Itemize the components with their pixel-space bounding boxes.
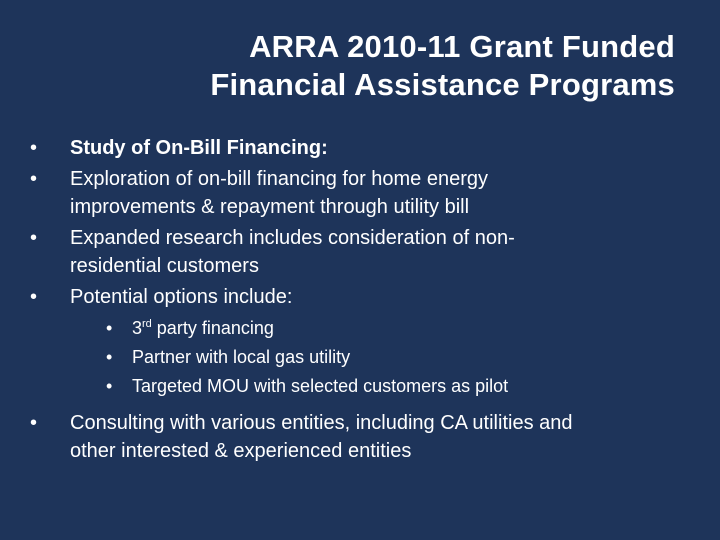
bullet-glyph: •: [30, 286, 38, 308]
bullet-glyph: •: [30, 412, 38, 434]
bullet-text: [70, 134, 700, 162]
bullet-text: [70, 409, 700, 465]
bullet-line: other interested & experienced entities: [70, 440, 412, 462]
bullet-text: [70, 283, 700, 311]
bullet-glyph: •: [106, 376, 113, 396]
bullet-item: [30, 409, 700, 465]
sub-bullet-rest: party financing: [151, 318, 274, 338]
bullet-glyph: •: [30, 137, 38, 159]
title-line-2: Financial Assistance Programs: [210, 67, 675, 102]
bullet-glyph: •: [30, 168, 38, 190]
bullet-glyph: •: [106, 347, 113, 367]
bullet-line: Potential options include:: [70, 286, 293, 308]
bullet-item: [30, 165, 700, 221]
bullet-line: Exploration of on-bill financing for home energy: [70, 168, 489, 190]
bullet-list: [30, 134, 700, 468]
ordinal-suffix: rd: [142, 318, 152, 330]
bullet-item: [30, 224, 700, 280]
bullet-text: [70, 165, 700, 221]
bullet-glyph: •: [106, 318, 113, 338]
bullet-line: residential customers: [70, 255, 259, 277]
sub-bullet-item: [30, 372, 700, 401]
sub-bullet-item: [30, 314, 700, 343]
bullet-text: [70, 224, 700, 280]
sub-bullet-text: Partner with local gas utility: [132, 347, 351, 367]
sub-bullet-text: Targeted MOU with selected customers as pilot: [132, 376, 509, 396]
bullet-item: [30, 283, 700, 311]
slide-title: [55, 28, 675, 104]
bullet-item: [30, 134, 700, 162]
bullet-line: Consulting with various entities, including CA utilities and: [70, 412, 573, 434]
bullet-line: Study of On-Bill Financing:: [70, 137, 328, 159]
sub-bullet-item: [30, 343, 700, 372]
ordinal-number: 3: [132, 318, 143, 338]
title-line-1: ARRA 2010-11 Grant Funded: [249, 29, 675, 64]
sub-bullet-text: [132, 318, 274, 338]
bullet-line: Expanded research includes consideration of non-: [70, 227, 515, 249]
bullet-line: improvements & repayment through utility bill: [70, 196, 470, 218]
sub-bullet-list: [30, 314, 700, 401]
bullet-glyph: •: [30, 227, 38, 249]
